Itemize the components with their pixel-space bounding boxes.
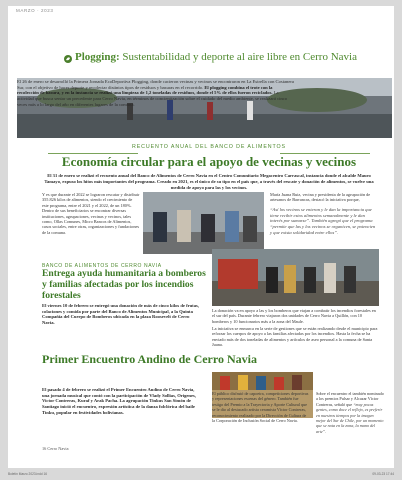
economia-testimony-intro: María Juana Ruiz, vecina y presidenta de la agrupación de artesanos de Barrancas, destacó la iniciativa porque, <box>270 192 371 203</box>
plogging-body-1: El 26 de enero se desarrolló la Primera Jornada EcoDeportiva Plogging, donde cacieron vecinas y vecinos se encontraron en La Estrella con Costanera Sur, con el objetivo de hacer deporte y recolectar distintos tipos de residuos y basuras en el recorrido. <box>17 79 294 90</box>
andino-body: El público disfrutó de capoeira, competiciones deportivas y representaciones escenas del género. También fue testigo del Premio a la Trayectoria y Aporte Cultural que se le dio al destacado artista ceramista Víctor Contreras, reconocimiento realizado por la Dirección de Cultura de la Corporación de Inclusión Social de Cerro Navia. <box>212 391 309 424</box>
page-number: 16 Cerro Navia <box>42 446 69 451</box>
plogging-body-3: La actividad que busca sentar un precedente para Cerro Navia, en términos de concientización sobre el cuidado del medio ambiente, se realizará cinco veces más a lo largo del año en diferentes lugares de la comuna. <box>17 90 288 107</box>
andino-lead: El pasado 4 de febrero se realizó el Primer Encuentro Andino de Cerro Navia, una jornada musical que contó con la participación de Vlady Sollias, Origenes, Victor Contreras, Kuraf y Arak Pacha. La agrupación Tinkus San Simón de Santiago inició el encuentro, expresión artística de la danza folclórica del baile Tinku, popular en festividades bolivianas. <box>42 387 196 415</box>
economia-kicker: RECUENTO ANUAL DEL BANCO DE ALIMENTOS <box>132 144 286 150</box>
banco-title: Entrega ayuda humanitaria a bomberos y familias afectadas por los incendios forestales <box>42 268 206 301</box>
banco-body-a: La donación va en apoyo a las y los bomberos que viajan a combatir los incendios forestales en el sur del país. Durante febrero viajaron dos unidades de Cerro Navia a Quillón, con 10 bomberos y 10 funcionarios más a la zona del Maule. <box>212 308 376 324</box>
plogging-title-rest: Sustentabilidad y deporte al aire libre en Cerro Navia <box>122 51 357 63</box>
plogging-body <box>17 79 295 108</box>
plogging-title-bold: Plogging: <box>75 51 120 63</box>
food-bank-photo <box>143 192 264 254</box>
banco-kicker: BANCO DE ALIMENTOS DE CERRO NAVIA <box>42 263 162 269</box>
andino-title: Primer Encuentro Andino de Cerro Navia <box>42 352 257 366</box>
print-slug-left: Boletín Marzo 2023.indd 16 <box>8 472 47 476</box>
banco-body-b: La iniciativa se enmarca en la serie de gestiones que se están realizando desde el municipio para reforzar los cuerpos de apoyo a las familias afectadas por los incendios. Hasta la fecha se ha enviado más de dos toneladas de alimentos y artículos de aseo personal a la comuna de Santa Juana. <box>212 326 378 348</box>
recycle-leaf-icon <box>64 55 72 63</box>
banco-lead: El viernes 10 de febrero se entregó una donación de más de cinco kilos de frutas, colaciones y comida por parte del Banco de Alimentos Municipal, a la Quinta Compañía del Cuerpo de Bomberos ubicada en la plaza Roosevelt de Cerro Navia. <box>42 303 199 326</box>
plogging-body-highlight: El plogging combina el trote con la recolección de basura, y en la instancia se realizó una limpieza de 1,2 toneladas de residuos, donde el 5% de ellos fueron reciclados. <box>17 84 273 96</box>
economia-quote: “Así los vecinos se enteran y le dan la importancia que tiene recibir estos alimentos semanalmente y le dan interés por sumarse”. También agregó que el programa “permite que las y los vecinos se organicen, se potencien y que exista solidaridad entre ellos”. <box>270 207 376 235</box>
firefighters-photo <box>212 249 379 306</box>
andino-testimony <box>316 391 384 434</box>
plogging-title <box>75 51 394 64</box>
issue-date: MARZO · 2023 <box>16 8 54 13</box>
newsletter-page <box>8 6 394 468</box>
andino-quote: “muy pocas gentes, como doce el reflejo, es preferir en nuestros tiempos por la imagen mejor del Sur de Chile, por un momento que se nota en la zona, la mano del arte”. <box>316 401 384 434</box>
print-slug-right: 09-03-23 17:44 <box>372 472 394 476</box>
economia-body: Y es que durante el 2022 se lograron rescatar y distribuir 355.826 kilos de alimentos, siendo el crecimiento de este programa, entre el 2021 y el 2022, de un 180%. Dentro de sus beneficiarios se encontrar diversas instituciones, agrupaciones, vecinas y vecinos, tales como, Ollas Comunes, Micro Bancos de Alimentos, casos sociales, entre otras, organizaciones y fundaciones de la comuna. <box>42 192 140 235</box>
economia-title: Economía circular para el apoyo de vecinas y vecinos <box>61 154 357 169</box>
andino-testimony-intro: Sobre el encuentro el también nominado a los premios Pulsar y Alcazar Víctor Contreras, señaló que <box>316 391 384 407</box>
economia-lead: El 31 de enero se realizó el recuento anual del Banco de Alimentos de Cerro Navia en el Centro Comunitario Megacentro Carrascal, instancia donde el alcalde Mauro Tamayo, expuso los hitos más importantes del programa. Creado en 2021, es el único de su tipo en el país que, a través del rescate y donación de alimentos, se vuelve una medida de apoyo para las y los vecinos. <box>44 173 374 190</box>
